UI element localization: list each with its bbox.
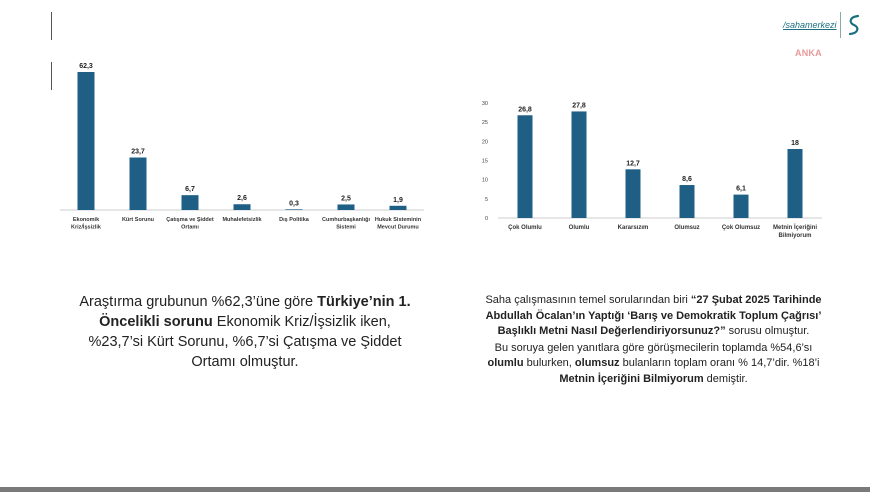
y-tick-label: 5 (484, 196, 488, 203)
category-label: Dış Politika (279, 217, 309, 223)
y-tick-label: 30 (481, 101, 488, 107)
category-label: Kararsızım (617, 225, 649, 231)
bottom-bar (0, 487, 870, 492)
bar (286, 209, 303, 210)
category-label: Olumlu (568, 225, 590, 231)
divider-line (51, 12, 52, 40)
priority-problems-chart (60, 55, 440, 240)
data-label: 6,1 (736, 185, 746, 193)
caption-bold-run: Türkiye’nin 1. Öncelikli sorunu (99, 294, 411, 330)
bar (234, 204, 251, 210)
caption-bold-run: olumsuz (574, 357, 620, 369)
data-label: 8,6 (682, 176, 692, 184)
bar (572, 111, 587, 218)
y-tick-label: 25 (481, 120, 488, 127)
brand-name: /sahamerkezi (783, 20, 837, 30)
category-label: Çok Olumlu (508, 225, 542, 231)
category-label: Çok Olumsuz (721, 225, 761, 231)
caption-run: bulurken, (523, 357, 575, 369)
caption-bold-run: “27 Şubat 2025 Tarihinde Abdullah Öcalan’ın Yaptığı ‘Barış ve Demokratik Toplum Çağrısı’ Başlıklı Metni Nasıl Değerlendiriyorsunuz?” (485, 294, 822, 337)
divider-line (51, 62, 52, 90)
category-label: Ekonomik Kriz/İşsizlik (71, 217, 101, 231)
data-label: 26,8 (518, 106, 532, 114)
category-label: Çatışma ve Şiddet Ortamı (166, 217, 214, 231)
category-label: Metnin İçeriğini Bilmiyorum (772, 225, 818, 239)
data-label: 2,5 (341, 195, 351, 203)
divider-line (840, 12, 841, 38)
data-label: 12,7 (626, 160, 640, 168)
caption-run: Araştırma grubunun %62,3’üne göre (79, 294, 318, 310)
watermark: ANKA (795, 48, 822, 58)
y-tick-label: 20 (481, 139, 488, 146)
caption-run: Saha çalışmasının temel sorularından biri (485, 294, 691, 306)
data-label: 62,3 (79, 63, 93, 70)
caption-run: bulanların toplam oranı % 14,7’dir. %18’i (619, 357, 820, 369)
category-label: Kürt Sorunu (121, 217, 155, 223)
data-label: 18 (791, 140, 799, 147)
caption-run: sorusu olmuştur. (725, 325, 810, 337)
caption-bold-run: olumlu (487, 357, 524, 369)
caption-run: demiştir. (703, 372, 748, 385)
bar (390, 206, 407, 210)
category-label: Hukuk Sisteminin Mevcut Durumu (374, 217, 422, 231)
category-label: Muhalefetsizlik (222, 217, 262, 223)
caption-left (70, 292, 420, 372)
data-label: 23,7 (131, 148, 145, 156)
bar (680, 185, 695, 218)
data-label: 6,7 (185, 186, 195, 194)
bar (130, 158, 147, 210)
data-label: 2,6 (237, 195, 247, 203)
data-label: 0,3 (289, 200, 299, 208)
caption-run: Bu soruya gelen yanıtlara göre görüşmecilerin toplamda %54,6’sı (494, 341, 813, 354)
y-tick-label: 15 (481, 158, 488, 165)
brand-logo-icon (846, 14, 862, 36)
bar (182, 195, 199, 210)
data-label: 27,8 (572, 102, 586, 110)
bar (518, 115, 533, 218)
bar (734, 195, 749, 218)
bar (626, 169, 641, 218)
category-label: Olumsuz (674, 225, 700, 231)
caption-right (476, 293, 831, 387)
caption-run: Ekonomik Kriz/İşsizlik iken, %23,7’si Kürt Sorunu, %6,7’si Çatışma ve Şiddet Ortamı olmuştur. (88, 314, 402, 370)
bar (338, 204, 355, 210)
y-tick-label: 0 (484, 216, 488, 222)
bar (78, 72, 95, 210)
caption-right-p1 (476, 293, 831, 340)
data-label: 1,9 (393, 196, 403, 204)
ocalan-call-evaluation-chart (480, 92, 840, 242)
caption-right-p2 (476, 341, 831, 388)
y-tick-label: 10 (481, 177, 488, 184)
bar (788, 149, 803, 218)
category-label: Cumhurbaşkanlığı Sistemi (322, 217, 370, 231)
caption-bold-run: Metnin İçeriğini Bilmiyorum (559, 372, 704, 385)
